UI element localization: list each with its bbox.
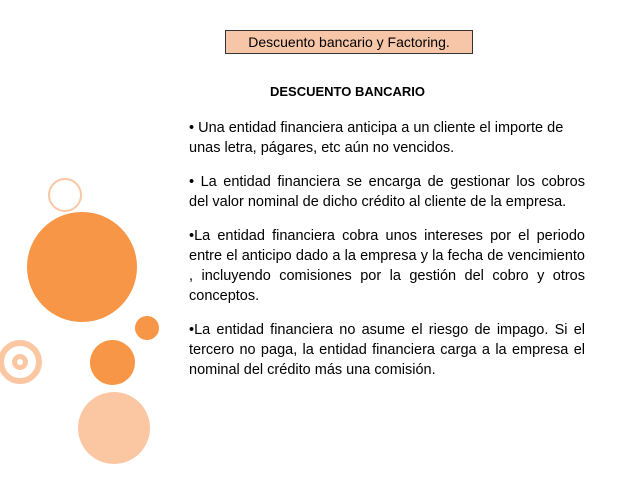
slide-title: Descuento bancario y Factoring. — [248, 34, 450, 50]
decor-circle-bottom — [78, 392, 150, 464]
paragraph-4: •La entidad financiera no asume el riesgo de impago. Si el tercero no paga, la entidad financiera carga a la empresa el nominal del crédito más una comisión. — [189, 322, 585, 378]
paragraph-2: • La entidad financiera se encarga de gestionar los cobros del valor nominal de dicho crédito al cliente de la empresa. — [189, 174, 585, 210]
decor-circle-small-top — [48, 178, 82, 212]
decor-circle-small-right — [135, 316, 159, 340]
slide-title-box — [225, 30, 473, 54]
paragraph-1: • Una entidad financiera anticipa a un cliente el importe de unas letra, págares, etc aún no vencidos. — [189, 120, 564, 156]
decor-circle-ring-inner — [12, 354, 28, 370]
decor-circle-large — [27, 212, 137, 322]
decor-circle-medium — [90, 340, 135, 385]
section-heading: DESCUENTO BANCARIO — [269, 84, 426, 99]
body-text — [189, 118, 585, 394]
paragraph-3: •La entidad financiera cobra unos intereses por el periodo entre el anticipo dado a la empresa y la fecha de vencimiento , incluyendo comisiones por la gestión del cobro y otros conceptos. — [189, 228, 585, 304]
